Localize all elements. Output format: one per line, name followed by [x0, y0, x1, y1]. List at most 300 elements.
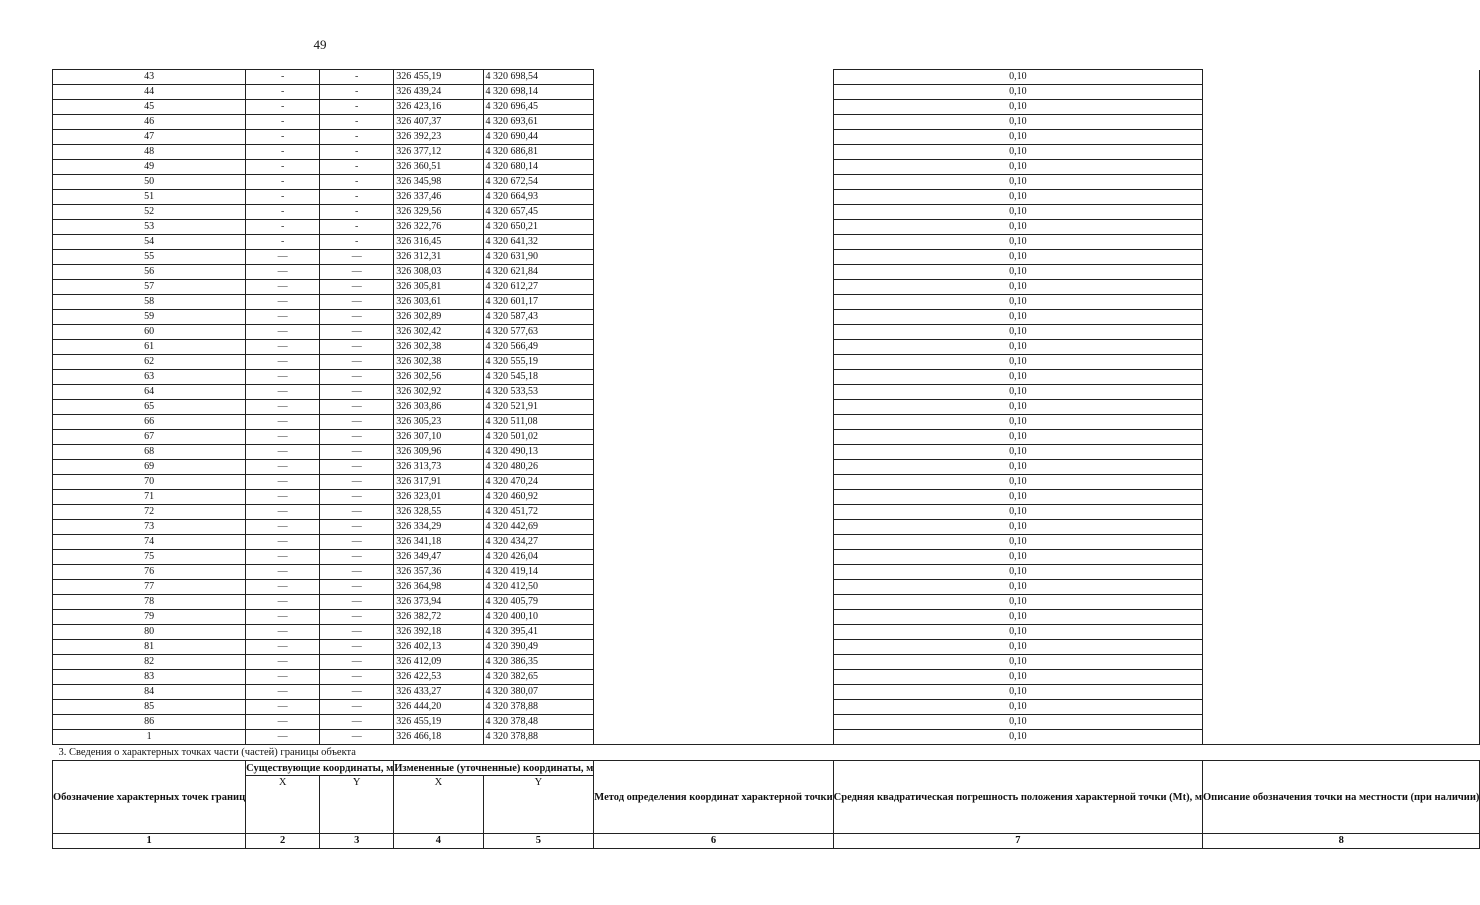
- changed-x: 326 302,92: [394, 385, 483, 400]
- table-row: [53, 400, 1480, 415]
- existing-y: -: [320, 205, 394, 220]
- existing-x: —: [246, 265, 320, 280]
- changed-y: 4 320 412,50: [483, 580, 594, 595]
- existing-y: —: [320, 400, 394, 415]
- method-cell: [594, 70, 833, 85]
- table-row: [53, 355, 1480, 370]
- existing-y: -: [320, 160, 394, 175]
- existing-x: -: [246, 130, 320, 145]
- description-cell: [1202, 595, 1479, 610]
- description-cell: [1202, 490, 1479, 505]
- header-existing-coords: Существующие координаты, м: [246, 762, 394, 774]
- header-changed-x: X: [394, 776, 483, 834]
- mean-error: 0,10: [833, 475, 1202, 490]
- changed-x: 326 402,13: [394, 640, 483, 655]
- point-number: 70: [53, 475, 246, 490]
- mean-error: 0,10: [833, 100, 1202, 115]
- table-row: [53, 415, 1480, 430]
- mean-error: 0,10: [833, 520, 1202, 535]
- existing-x: —: [246, 280, 320, 295]
- existing-y: —: [320, 430, 394, 445]
- method-cell: [594, 175, 833, 190]
- table-row: [53, 280, 1480, 295]
- table-row: [53, 160, 1480, 175]
- changed-y: 4 320 378,88: [483, 700, 594, 715]
- changed-x: 326 322,76: [394, 220, 483, 235]
- existing-y: —: [320, 250, 394, 265]
- description-cell: [1202, 235, 1479, 250]
- changed-y: 4 320 612,27: [483, 280, 594, 295]
- description-cell: [1202, 325, 1479, 340]
- point-number: 58: [53, 295, 246, 310]
- mean-error: 0,10: [833, 565, 1202, 580]
- existing-y: —: [320, 685, 394, 700]
- method-cell: [594, 85, 833, 100]
- description-cell: [1202, 730, 1479, 745]
- existing-y: —: [320, 280, 394, 295]
- changed-x: 326 392,18: [394, 625, 483, 640]
- mean-error: 0,10: [833, 310, 1202, 325]
- mean-error: 0,10: [833, 205, 1202, 220]
- changed-y: 4 320 680,14: [483, 160, 594, 175]
- mean-error: 0,10: [833, 595, 1202, 610]
- existing-x: —: [246, 460, 320, 475]
- description-cell: [1202, 520, 1479, 535]
- changed-x: 326 302,42: [394, 325, 483, 340]
- changed-y: 4 320 555,19: [483, 355, 594, 370]
- existing-x: —: [246, 445, 320, 460]
- changed-y: 4 320 434,27: [483, 535, 594, 550]
- table-row: [53, 370, 1480, 385]
- changed-y: 4 320 533,53: [483, 385, 594, 400]
- mean-error: 0,10: [833, 490, 1202, 505]
- existing-x: —: [246, 475, 320, 490]
- description-cell: [1202, 265, 1479, 280]
- existing-x: —: [246, 295, 320, 310]
- point-number: 69: [53, 460, 246, 475]
- mean-error: 0,10: [833, 730, 1202, 745]
- changed-x: 326 377,12: [394, 145, 483, 160]
- table-row: [53, 70, 1480, 85]
- existing-y: —: [320, 460, 394, 475]
- existing-y: —: [320, 415, 394, 430]
- description-cell: [1202, 445, 1479, 460]
- table-row: [53, 130, 1480, 145]
- table-row: [53, 580, 1480, 595]
- method-cell: [594, 535, 833, 550]
- description-cell: [1202, 250, 1479, 265]
- column-number: 2: [246, 834, 320, 849]
- mean-error: 0,10: [833, 460, 1202, 475]
- method-cell: [594, 415, 833, 430]
- changed-x: 326 328,55: [394, 505, 483, 520]
- changed-y: 4 320 696,45: [483, 100, 594, 115]
- table-row: [53, 685, 1480, 700]
- changed-x: 326 305,23: [394, 415, 483, 430]
- point-number: 84: [53, 685, 246, 700]
- method-cell: [594, 610, 833, 625]
- method-cell: [594, 505, 833, 520]
- existing-y: —: [320, 610, 394, 625]
- changed-y: 4 320 470,24: [483, 475, 594, 490]
- table-row: [53, 505, 1480, 520]
- method-cell: [594, 280, 833, 295]
- existing-x: —: [246, 250, 320, 265]
- existing-x: —: [246, 550, 320, 565]
- changed-y: 4 320 545,18: [483, 370, 594, 385]
- description-cell: [1202, 535, 1479, 550]
- existing-x: -: [246, 205, 320, 220]
- point-number: 52: [53, 205, 246, 220]
- mean-error: 0,10: [833, 550, 1202, 565]
- existing-x: —: [246, 730, 320, 745]
- mean-error: 0,10: [833, 70, 1202, 85]
- changed-x: 326 312,31: [394, 250, 483, 265]
- changed-x: 326 423,16: [394, 100, 483, 115]
- existing-y: —: [320, 475, 394, 490]
- mean-error: 0,10: [833, 610, 1202, 625]
- table-row: [53, 205, 1480, 220]
- method-cell: [594, 475, 833, 490]
- changed-x: 326 334,29: [394, 520, 483, 535]
- point-number: 80: [53, 625, 246, 640]
- existing-x: -: [246, 115, 320, 130]
- description-cell: [1202, 115, 1479, 130]
- method-cell: [594, 250, 833, 265]
- changed-y: 4 320 657,45: [483, 205, 594, 220]
- point-number: 48: [53, 145, 246, 160]
- point-number: 85: [53, 700, 246, 715]
- table-row: [53, 220, 1480, 235]
- point-number: 67: [53, 430, 246, 445]
- changed-y: 4 320 386,35: [483, 655, 594, 670]
- changed-y: 4 320 690,44: [483, 130, 594, 145]
- description-cell: [1202, 415, 1479, 430]
- point-number: 65: [53, 400, 246, 415]
- existing-y: —: [320, 655, 394, 670]
- changed-x: 326 337,46: [394, 190, 483, 205]
- changed-x: 326 303,86: [394, 400, 483, 415]
- changed-y: 4 320 521,91: [483, 400, 594, 415]
- point-number: 49: [53, 160, 246, 175]
- existing-x: —: [246, 400, 320, 415]
- existing-y: —: [320, 595, 394, 610]
- mean-error: 0,10: [833, 85, 1202, 100]
- existing-y: -: [320, 70, 394, 85]
- existing-x: —: [246, 640, 320, 655]
- mean-error: 0,10: [833, 220, 1202, 235]
- point-number: 64: [53, 385, 246, 400]
- mean-error: 0,10: [833, 145, 1202, 160]
- existing-x: -: [246, 100, 320, 115]
- table-row: [53, 640, 1480, 655]
- mean-error: 0,10: [833, 700, 1202, 715]
- description-cell: [1202, 640, 1479, 655]
- changed-x: 326 466,18: [394, 730, 483, 745]
- description-cell: [1202, 700, 1479, 715]
- description-cell: [1202, 175, 1479, 190]
- existing-x: —: [246, 490, 320, 505]
- changed-y: 4 320 664,93: [483, 190, 594, 205]
- header-changed-y: Y: [483, 776, 594, 834]
- description-cell: [1202, 580, 1479, 595]
- page-number: 49: [313, 37, 327, 52]
- existing-y: -: [320, 190, 394, 205]
- table-row: [53, 115, 1480, 130]
- changed-x: 326 305,81: [394, 280, 483, 295]
- method-cell: [594, 715, 833, 730]
- method-cell: [594, 160, 833, 175]
- changed-x: 326 373,94: [394, 595, 483, 610]
- point-number: 73: [53, 520, 246, 535]
- changed-y: 4 320 631,90: [483, 250, 594, 265]
- description-cell: [1202, 505, 1479, 520]
- table-row: [53, 460, 1480, 475]
- changed-y: 4 320 577,63: [483, 325, 594, 340]
- table-row: [53, 700, 1480, 715]
- changed-y: 4 320 480,26: [483, 460, 594, 475]
- mean-error: 0,10: [833, 385, 1202, 400]
- point-number: 51: [53, 190, 246, 205]
- method-cell: [594, 145, 833, 160]
- mean-error: 0,10: [833, 415, 1202, 430]
- method-cell: [594, 295, 833, 310]
- existing-x: -: [246, 235, 320, 250]
- existing-x: —: [246, 700, 320, 715]
- method-cell: [594, 190, 833, 205]
- method-cell: [594, 235, 833, 250]
- changed-x: 326 308,03: [394, 265, 483, 280]
- changed-y: 4 320 693,61: [483, 115, 594, 130]
- method-cell: [594, 640, 833, 655]
- description-cell: [1202, 430, 1479, 445]
- table-row: [53, 655, 1480, 670]
- method-cell: [594, 430, 833, 445]
- existing-x: —: [246, 385, 320, 400]
- point-number: 71: [53, 490, 246, 505]
- changed-y: 4 320 442,69: [483, 520, 594, 535]
- existing-y: —: [320, 625, 394, 640]
- existing-x: —: [246, 340, 320, 355]
- method-cell: [594, 370, 833, 385]
- method-cell: [594, 595, 833, 610]
- changed-x: 326 349,47: [394, 550, 483, 565]
- header-existing-y: Y: [320, 776, 394, 834]
- method-cell: [594, 490, 833, 505]
- table-row: [53, 670, 1480, 685]
- description-cell: [1202, 385, 1479, 400]
- existing-x: —: [246, 595, 320, 610]
- changed-x: 326 345,98: [394, 175, 483, 190]
- existing-y: —: [320, 295, 394, 310]
- description-cell: [1202, 625, 1479, 640]
- existing-y: —: [320, 730, 394, 745]
- changed-y: 4 320 698,14: [483, 85, 594, 100]
- existing-x: -: [246, 220, 320, 235]
- description-cell: [1202, 655, 1479, 670]
- changed-x: 326 360,51: [394, 160, 483, 175]
- table-row: [53, 250, 1480, 265]
- changed-x: 326 309,96: [394, 445, 483, 460]
- column-number: 8: [1202, 834, 1479, 849]
- table-row: [53, 85, 1480, 100]
- changed-y: 4 320 419,14: [483, 565, 594, 580]
- description-cell: [1202, 130, 1479, 145]
- description-cell: [1202, 460, 1479, 475]
- existing-x: —: [246, 655, 320, 670]
- point-number: 68: [53, 445, 246, 460]
- changed-y: 4 320 400,10: [483, 610, 594, 625]
- existing-y: -: [320, 130, 394, 145]
- mean-error: 0,10: [833, 160, 1202, 175]
- point-number: 74: [53, 535, 246, 550]
- existing-y: —: [320, 340, 394, 355]
- changed-y: 4 320 650,21: [483, 220, 594, 235]
- existing-y: —: [320, 640, 394, 655]
- column-number: 5: [483, 834, 594, 849]
- existing-y: —: [320, 445, 394, 460]
- table-row: [53, 295, 1480, 310]
- mean-error: 0,10: [833, 505, 1202, 520]
- existing-y: -: [320, 85, 394, 100]
- header-changed-coords: Измененные (уточненные) координаты, м: [394, 762, 594, 774]
- point-number: 1: [53, 730, 246, 745]
- existing-x: -: [246, 85, 320, 100]
- mean-error: 0,10: [833, 445, 1202, 460]
- table-row: [53, 145, 1480, 160]
- method-cell: [594, 220, 833, 235]
- existing-y: —: [320, 370, 394, 385]
- changed-y: 4 320 698,54: [483, 70, 594, 85]
- point-number: 77: [53, 580, 246, 595]
- table-row: [53, 430, 1480, 445]
- point-number: 79: [53, 610, 246, 625]
- existing-x: —: [246, 580, 320, 595]
- mean-error: 0,10: [833, 355, 1202, 370]
- point-number: 50: [53, 175, 246, 190]
- changed-x: 326 302,38: [394, 355, 483, 370]
- table-row: [53, 340, 1480, 355]
- table-row: [53, 715, 1480, 730]
- point-number: 55: [53, 250, 246, 265]
- header-description: Описание обозначения точки на местности (при наличии): [1202, 761, 1479, 834]
- header-existing-x: X: [246, 776, 320, 834]
- changed-x: 326 357,36: [394, 565, 483, 580]
- table-row: [53, 385, 1480, 400]
- mean-error: 0,10: [833, 190, 1202, 205]
- coordinates-table: [52, 69, 1480, 849]
- point-number: 86: [53, 715, 246, 730]
- method-cell: [594, 565, 833, 580]
- mean-error: 0,10: [833, 265, 1202, 280]
- description-cell: [1202, 280, 1479, 295]
- mean-error: 0,10: [833, 670, 1202, 685]
- changed-y: 4 320 390,49: [483, 640, 594, 655]
- existing-x: —: [246, 565, 320, 580]
- mean-error: 0,10: [833, 370, 1202, 385]
- method-cell: [594, 460, 833, 475]
- existing-y: -: [320, 235, 394, 250]
- description-cell: [1202, 355, 1479, 370]
- changed-x: 326 444,20: [394, 700, 483, 715]
- existing-x: —: [246, 610, 320, 625]
- existing-x: -: [246, 160, 320, 175]
- changed-x: 326 392,23: [394, 130, 483, 145]
- method-cell: [594, 265, 833, 280]
- header-mean-error: Средняя квадратическая погрешность положения характерной точки (Mt), м: [833, 761, 1202, 834]
- point-number: 78: [53, 595, 246, 610]
- description-cell: [1202, 310, 1479, 325]
- method-cell: [594, 580, 833, 595]
- description-cell: [1202, 85, 1479, 100]
- method-cell: [594, 100, 833, 115]
- changed-x: 326 382,72: [394, 610, 483, 625]
- column-numbers-row: [53, 834, 1480, 849]
- changed-y: 4 320 451,72: [483, 505, 594, 520]
- point-number: 53: [53, 220, 246, 235]
- method-cell: [594, 310, 833, 325]
- point-number: 75: [53, 550, 246, 565]
- changed-x: 326 313,73: [394, 460, 483, 475]
- existing-y: —: [320, 715, 394, 730]
- changed-y: 4 320 566,49: [483, 340, 594, 355]
- column-number: 1: [53, 834, 246, 849]
- method-cell: [594, 400, 833, 415]
- description-cell: [1202, 475, 1479, 490]
- existing-y: —: [320, 700, 394, 715]
- existing-x: —: [246, 415, 320, 430]
- existing-y: —: [320, 670, 394, 685]
- point-number: 47: [53, 130, 246, 145]
- mean-error: 0,10: [833, 130, 1202, 145]
- table-row: [53, 310, 1480, 325]
- existing-y: —: [320, 385, 394, 400]
- existing-x: —: [246, 310, 320, 325]
- changed-y: 4 320 378,48: [483, 715, 594, 730]
- method-cell: [594, 325, 833, 340]
- description-cell: [1202, 340, 1479, 355]
- changed-y: 4 320 380,07: [483, 685, 594, 700]
- table-row: [53, 265, 1480, 280]
- mean-error: 0,10: [833, 655, 1202, 670]
- mean-error: 0,10: [833, 625, 1202, 640]
- mean-error: 0,10: [833, 400, 1202, 415]
- method-cell: [594, 730, 833, 745]
- changed-y: 4 320 686,81: [483, 145, 594, 160]
- existing-x: —: [246, 370, 320, 385]
- table-row: [53, 325, 1480, 340]
- changed-x: 326 329,56: [394, 205, 483, 220]
- table-row: [53, 520, 1480, 535]
- mean-error: 0,10: [833, 250, 1202, 265]
- changed-x: 326 303,61: [394, 295, 483, 310]
- existing-y: -: [320, 145, 394, 160]
- point-number: 46: [53, 115, 246, 130]
- description-cell: [1202, 565, 1479, 580]
- changed-x: 326 302,89: [394, 310, 483, 325]
- changed-x: 326 364,98: [394, 580, 483, 595]
- existing-y: —: [320, 310, 394, 325]
- point-number: 66: [53, 415, 246, 430]
- existing-y: —: [320, 265, 394, 280]
- changed-y: 4 320 490,13: [483, 445, 594, 460]
- existing-x: —: [246, 625, 320, 640]
- point-number: 61: [53, 340, 246, 355]
- description-cell: [1202, 100, 1479, 115]
- changed-x: 326 455,19: [394, 715, 483, 730]
- table-row: [53, 100, 1480, 115]
- point-number: 45: [53, 100, 246, 115]
